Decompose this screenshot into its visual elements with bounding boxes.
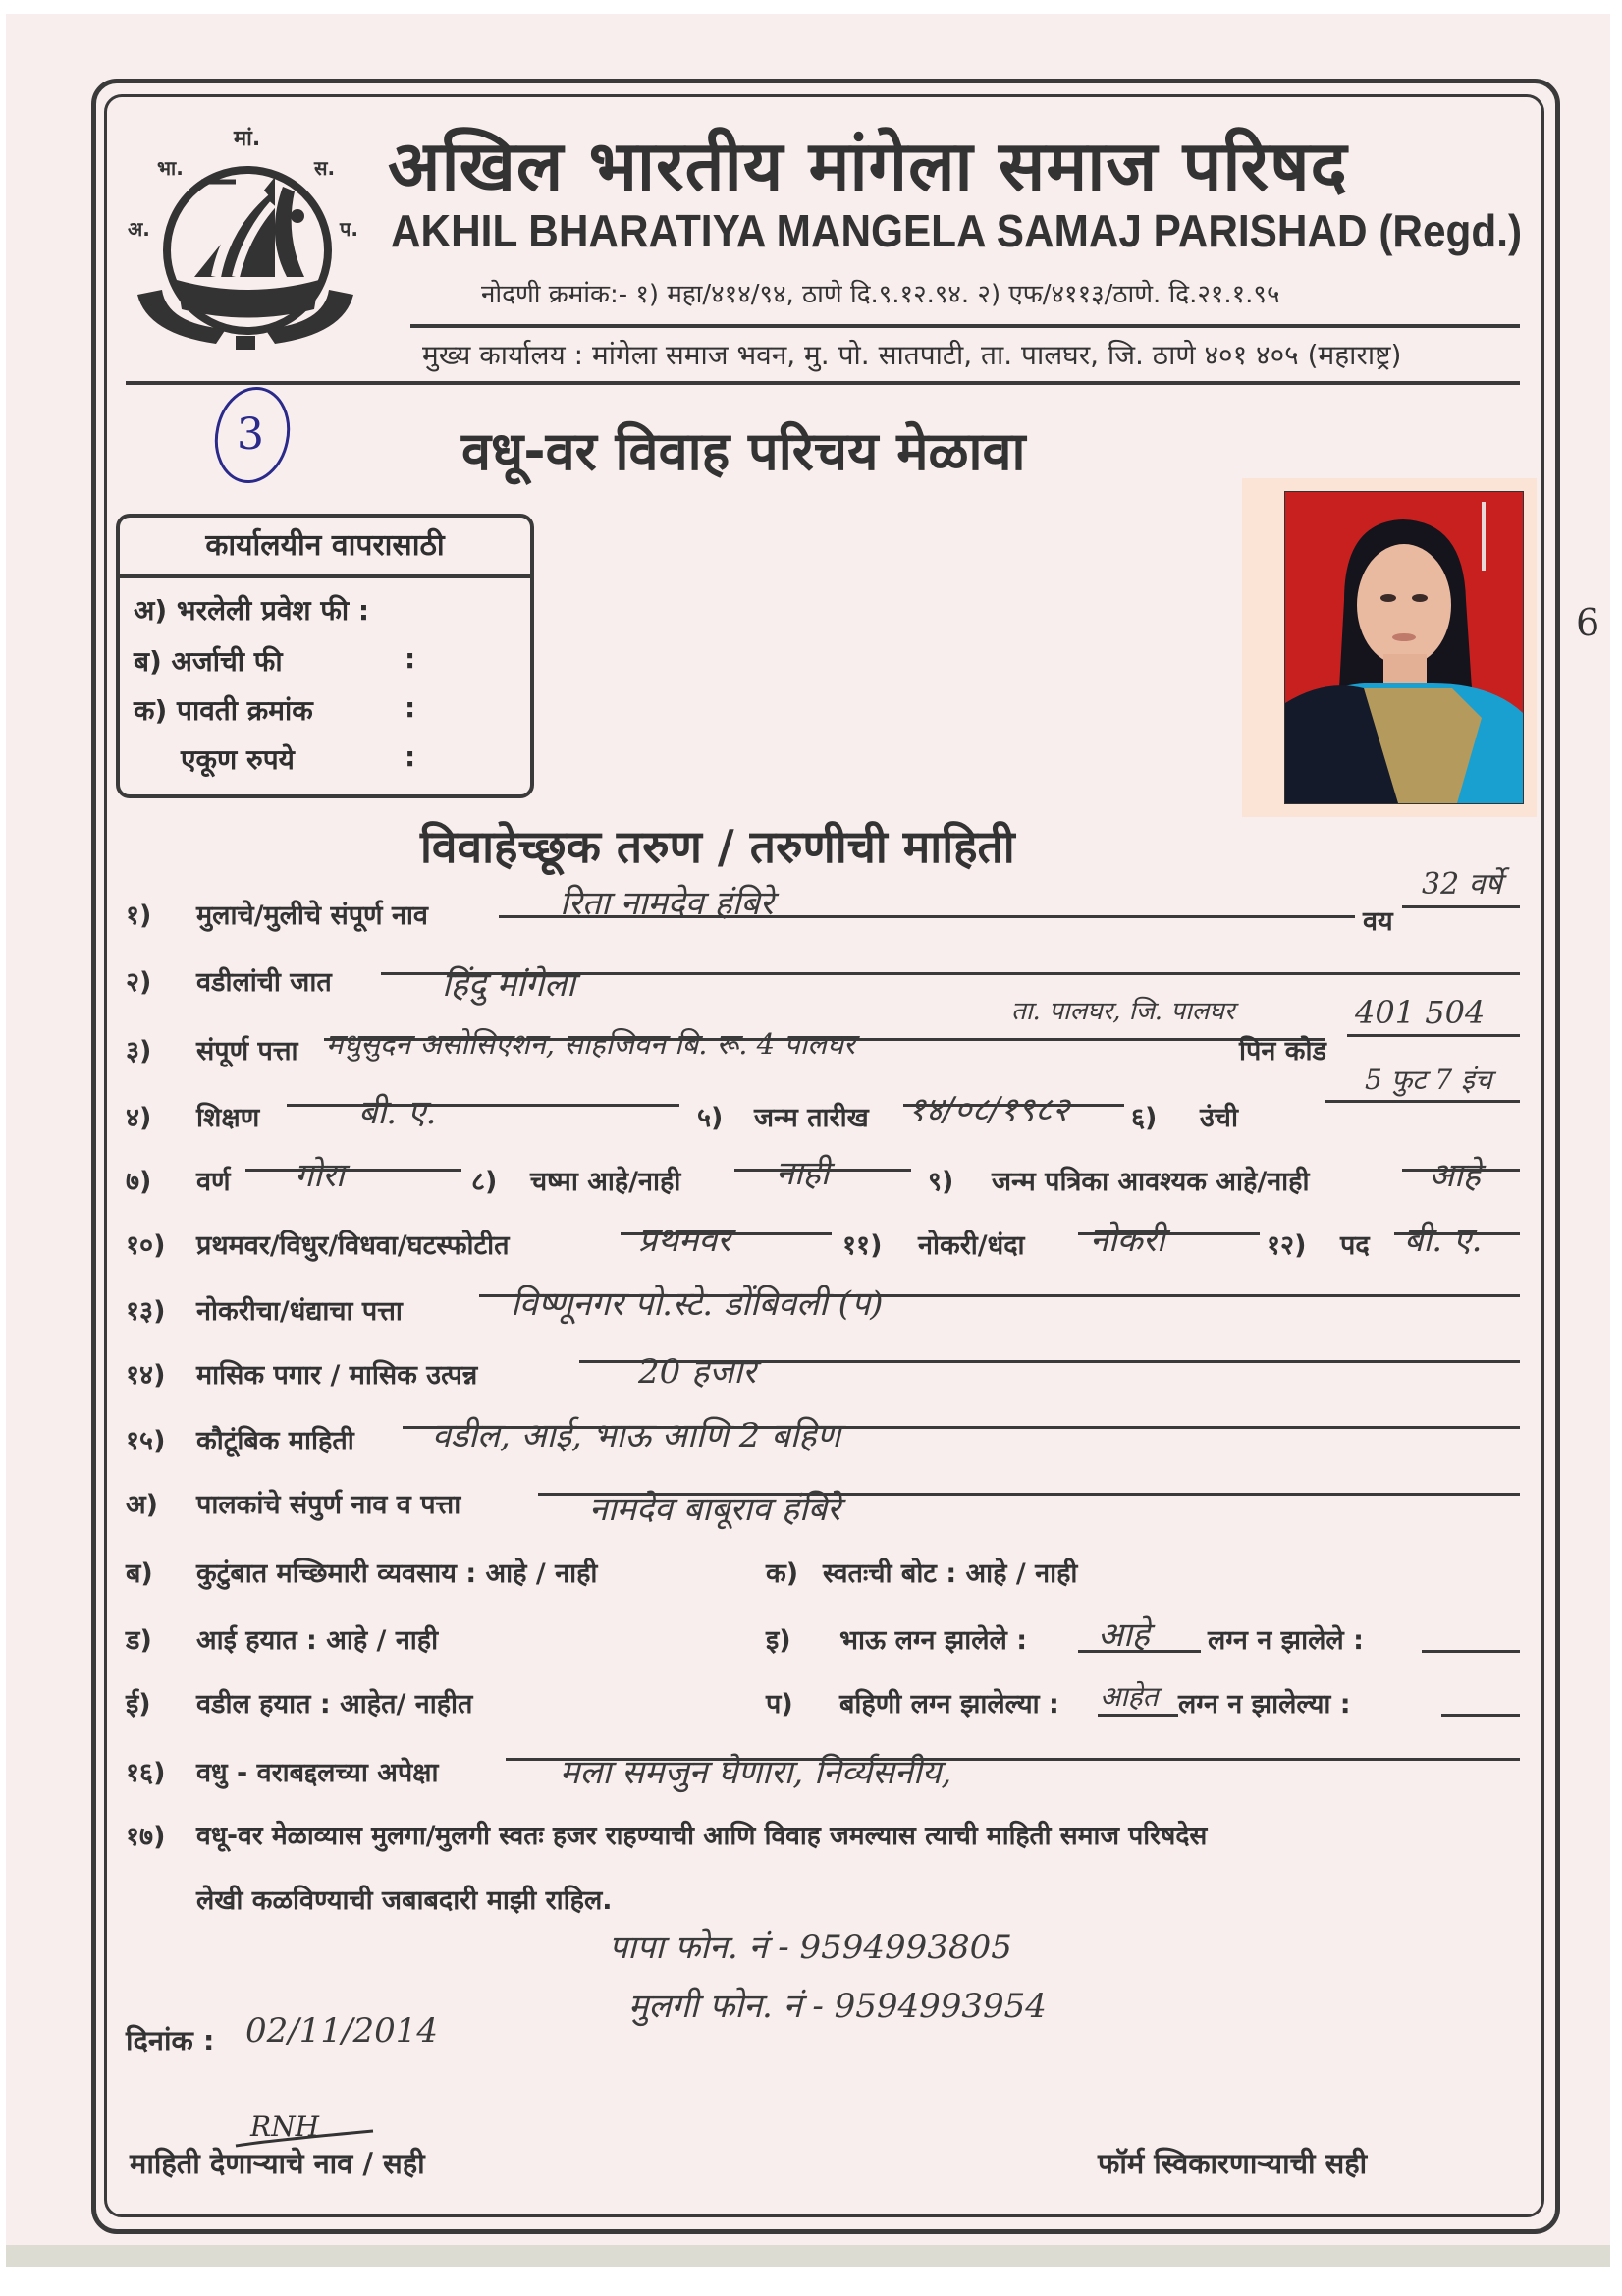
- office-row-total: एकूण रुपये: [181, 743, 295, 776]
- org-name-english: AKHIL BHARATIYA MANGELA SAMAJ PARISHAD (Regd.): [391, 205, 1523, 256]
- field-number: ७): [126, 1167, 152, 1197]
- field-number: १३): [126, 1296, 166, 1327]
- field-value-complexion[interactable]: गोरा: [295, 1156, 345, 1195]
- field-value-address[interactable]: मधुसुदन असोसिएशन, साहजिवन बि. रू. 4 पालघर: [326, 1027, 855, 1061]
- field-number: ९): [928, 1167, 954, 1197]
- scan-edge-strip: [6, 2245, 1610, 2267]
- field-number: १४): [126, 1360, 166, 1391]
- field-label-work-address: नोकरीचा/धंद्याचा पत्ता: [196, 1296, 403, 1327]
- logo-letter: प.: [340, 217, 358, 241]
- office-colon: :: [405, 740, 416, 773]
- margin-page-number: 6: [1576, 601, 1600, 644]
- field-label-guardian: पालकांचे संपुर्ण नाव व पत्ता: [196, 1490, 461, 1520]
- office-row-receipt-number: क) पावती क्रमांक: [134, 694, 313, 727]
- office-use-title: कार्यालयीन वापरासाठी: [120, 518, 530, 578]
- field-value-brother-married[interactable]: आहे: [1098, 1615, 1150, 1655]
- field-number: इ): [766, 1625, 791, 1656]
- field-value-sister-married[interactable]: आहेत: [1100, 1680, 1159, 1713]
- applicant-photo: [1284, 491, 1524, 804]
- logo-letter: अ.: [128, 217, 150, 241]
- date-value[interactable]: 02/11/2014: [245, 2011, 438, 2050]
- father-phone[interactable]: पापा फोन. नं - 9594993805: [609, 1928, 1012, 1967]
- signature-text: RNH: [250, 2110, 319, 2143]
- declaration-line-1: वधू-वर मेळाव्यास मुलगा/मुलगी स्वतः हजर राहण्याची आणि विवाह जमल्यास त्याची माहिती समाज परिषदेस: [196, 1821, 1208, 1851]
- field-value-spectacles[interactable]: नाही: [776, 1154, 830, 1193]
- field-value-family-info[interactable]: वडील, आई, भाऊ आणि 2 बहिण: [432, 1416, 841, 1455]
- field-value-monthly-income[interactable]: 20 हजार: [638, 1352, 757, 1392]
- logo-letter: मां.: [234, 127, 261, 151]
- field-number: ५): [697, 1103, 724, 1133]
- field-label-father-alive[interactable]: वडील हयात : आहेत/ नाहीत: [196, 1689, 473, 1720]
- field-value-full-name[interactable]: रिता नामदेव हंबिरे: [560, 884, 774, 923]
- section-heading: विवाहेच्छूक तरुण / तरुणीची माहिती: [420, 820, 1015, 873]
- receiver-signature-label: फॉर्म स्विकारणाऱ्याची सही: [1098, 2147, 1368, 2180]
- field-line: [1347, 1034, 1520, 1037]
- field-number: १५): [126, 1426, 166, 1456]
- field-number: ४): [126, 1103, 152, 1133]
- circled-number-annotation: [201, 378, 309, 486]
- field-number: ८): [471, 1167, 498, 1197]
- field-label-brother-married: भाऊ लग्न झालेले :: [839, 1625, 1028, 1656]
- field-value-work-address[interactable]: विष्णूनगर पो.स्टे. डोंबिवली (प): [511, 1285, 884, 1324]
- field-label-dob: जन्म तारीख: [754, 1103, 869, 1133]
- circled-number: 3: [237, 410, 264, 460]
- field-number: १७): [126, 1822, 166, 1852]
- field-number: २): [126, 967, 152, 998]
- field-line: [245, 1169, 461, 1172]
- field-label-education: शिक्षण: [196, 1103, 260, 1133]
- office-colon: :: [405, 691, 416, 724]
- field-label-family-info: कौटूंबिक माहिती: [196, 1426, 354, 1456]
- field-number: १०): [126, 1230, 166, 1261]
- field-number: १६): [126, 1758, 166, 1788]
- field-value-height[interactable]: 5 फुट 7 इंच: [1365, 1064, 1492, 1096]
- daughter-phone[interactable]: मुलगी फोन. नं - 9594993954: [628, 1987, 1047, 2026]
- field-label-pincode: पिन कोड: [1239, 1036, 1326, 1066]
- logo-letter: भा.: [157, 156, 184, 180]
- field-number: अ): [126, 1490, 158, 1520]
- field-number: ड): [126, 1625, 152, 1656]
- field-value-age[interactable]: 32 वर्षे: [1422, 867, 1502, 902]
- org-logo: [118, 108, 368, 363]
- applicant-portrait: [1285, 492, 1523, 803]
- declaration-line-2: लेखी कळविण्याची जबाबदारी माझी राहिल.: [196, 1886, 613, 1916]
- field-label-fishing-business[interactable]: कुटुंबात मच्छिमारी व्यवसाय : आहे / नाही: [196, 1558, 598, 1589]
- header-bottom-divider: [126, 381, 1520, 385]
- header-divider: [410, 324, 1520, 328]
- office-row-application-fee: ब) अर्जाची फी: [134, 645, 283, 678]
- field-label-sister-unmarried: लग्न न झालेल्या :: [1178, 1689, 1351, 1720]
- field-value-caste[interactable]: हिंदु मांगेला: [442, 965, 575, 1005]
- office-use-box: [116, 514, 534, 798]
- field-value-dob[interactable]: १४/०८/१९८२: [908, 1090, 1070, 1129]
- field-label-spectacles: चष्मा आहे/नाही: [530, 1167, 681, 1197]
- field-label-age: वय: [1363, 906, 1393, 937]
- field-value-occupation[interactable]: नोकरी: [1090, 1221, 1165, 1260]
- field-label-full-name: मुलाचे/मुलीचे संपूर्ण नाव: [196, 901, 428, 931]
- office-colon: :: [405, 642, 416, 675]
- field-number: ३): [126, 1036, 152, 1066]
- field-label-caste: वडीलांची जात: [196, 967, 332, 998]
- logo-letter: स.: [314, 156, 336, 180]
- field-number: ई): [126, 1689, 151, 1720]
- field-value-horoscope[interactable]: आहे: [1429, 1156, 1481, 1195]
- date-label: दिनांक :: [126, 2024, 215, 2057]
- field-number: ११): [842, 1230, 883, 1261]
- field-line: [1422, 1650, 1520, 1653]
- field-label-monthly-income: मासिक पगार / मासिक उत्पन्न: [196, 1360, 478, 1391]
- field-label-complexion: वर्ण: [196, 1167, 231, 1197]
- field-value-education[interactable]: बी. ए.: [358, 1093, 437, 1132]
- field-line: [1325, 1100, 1520, 1103]
- org-name-marathi: अखिल भारतीय मांगेला समाज परिषद: [388, 126, 1348, 206]
- field-number: क): [766, 1558, 799, 1589]
- field-line: [1402, 905, 1520, 908]
- registration-number: नोदणी क्रमांक:- १) महा/४१४/९४, ठाणे दि.९.१२.९४. २) एफ/४११३/ठाणे. दि.२१.१.९५: [481, 280, 1280, 309]
- field-label-horoscope: जन्म पत्रिका आवश्यक आहे/नाही: [992, 1167, 1310, 1197]
- field-number: ६): [1131, 1103, 1158, 1133]
- field-number: १): [126, 901, 152, 931]
- field-value-guardian[interactable]: नामदेव बाबूराव हंबिरे: [589, 1490, 841, 1529]
- field-label-sister-married: बहिणी लग्न झालेल्या :: [839, 1689, 1059, 1720]
- field-label-post: पद: [1340, 1230, 1370, 1261]
- field-label-marital-status: प्रथमवर/विधुर/विधवा/घटस्फोटीत: [196, 1230, 510, 1261]
- office-row-entry-fee: अ) भरलेली प्रवेश फी :: [134, 594, 370, 627]
- field-label-height: उंची: [1200, 1103, 1238, 1133]
- field-label-mother-alive[interactable]: आई हयात : आहे / नाही: [196, 1625, 439, 1656]
- field-value-address-line2[interactable]: ता. पालघर, जि. पालघर: [1011, 997, 1235, 1026]
- head-office-address: मुख्य कार्यालय : मांगेला समाज भवन, मु. पो. सातपाटी, ता. पालघर, जि. ठाणे ४०१ ४०५ (महाराष्ट्र): [422, 339, 1402, 371]
- field-value-marital-status[interactable]: प्रथमवर: [638, 1221, 731, 1260]
- field-line: [287, 1104, 679, 1107]
- field-value-expectations[interactable]: मला समजुन घेणारा, निर्व्यसनीय,: [560, 1753, 952, 1792]
- field-value-pincode[interactable]: 401 504: [1355, 994, 1486, 1031]
- field-label-brother-unmarried: लग्न न झालेले :: [1208, 1625, 1364, 1656]
- field-value-post[interactable]: बी. ए.: [1404, 1221, 1483, 1260]
- field-number: प): [766, 1689, 793, 1720]
- field-number: ब): [126, 1558, 153, 1589]
- field-label-own-boat[interactable]: स्वतःची बोट : आहे / नाही: [823, 1558, 1078, 1589]
- field-label-address: संपूर्ण पत्ता: [196, 1036, 298, 1066]
- event-title: वधू-वर विवाह परिचय मेळावा: [461, 420, 1026, 482]
- field-number: १२): [1267, 1230, 1307, 1261]
- field-label-occupation: नोकरी/धंदा: [918, 1230, 1025, 1261]
- informant-signature-label: माहिती देणाऱ्याचे नाव / सही: [130, 2147, 425, 2180]
- field-label-expectations: वधु - वराबद्दलच्या अपेक्षा: [196, 1758, 439, 1788]
- field-line: [1441, 1714, 1520, 1717]
